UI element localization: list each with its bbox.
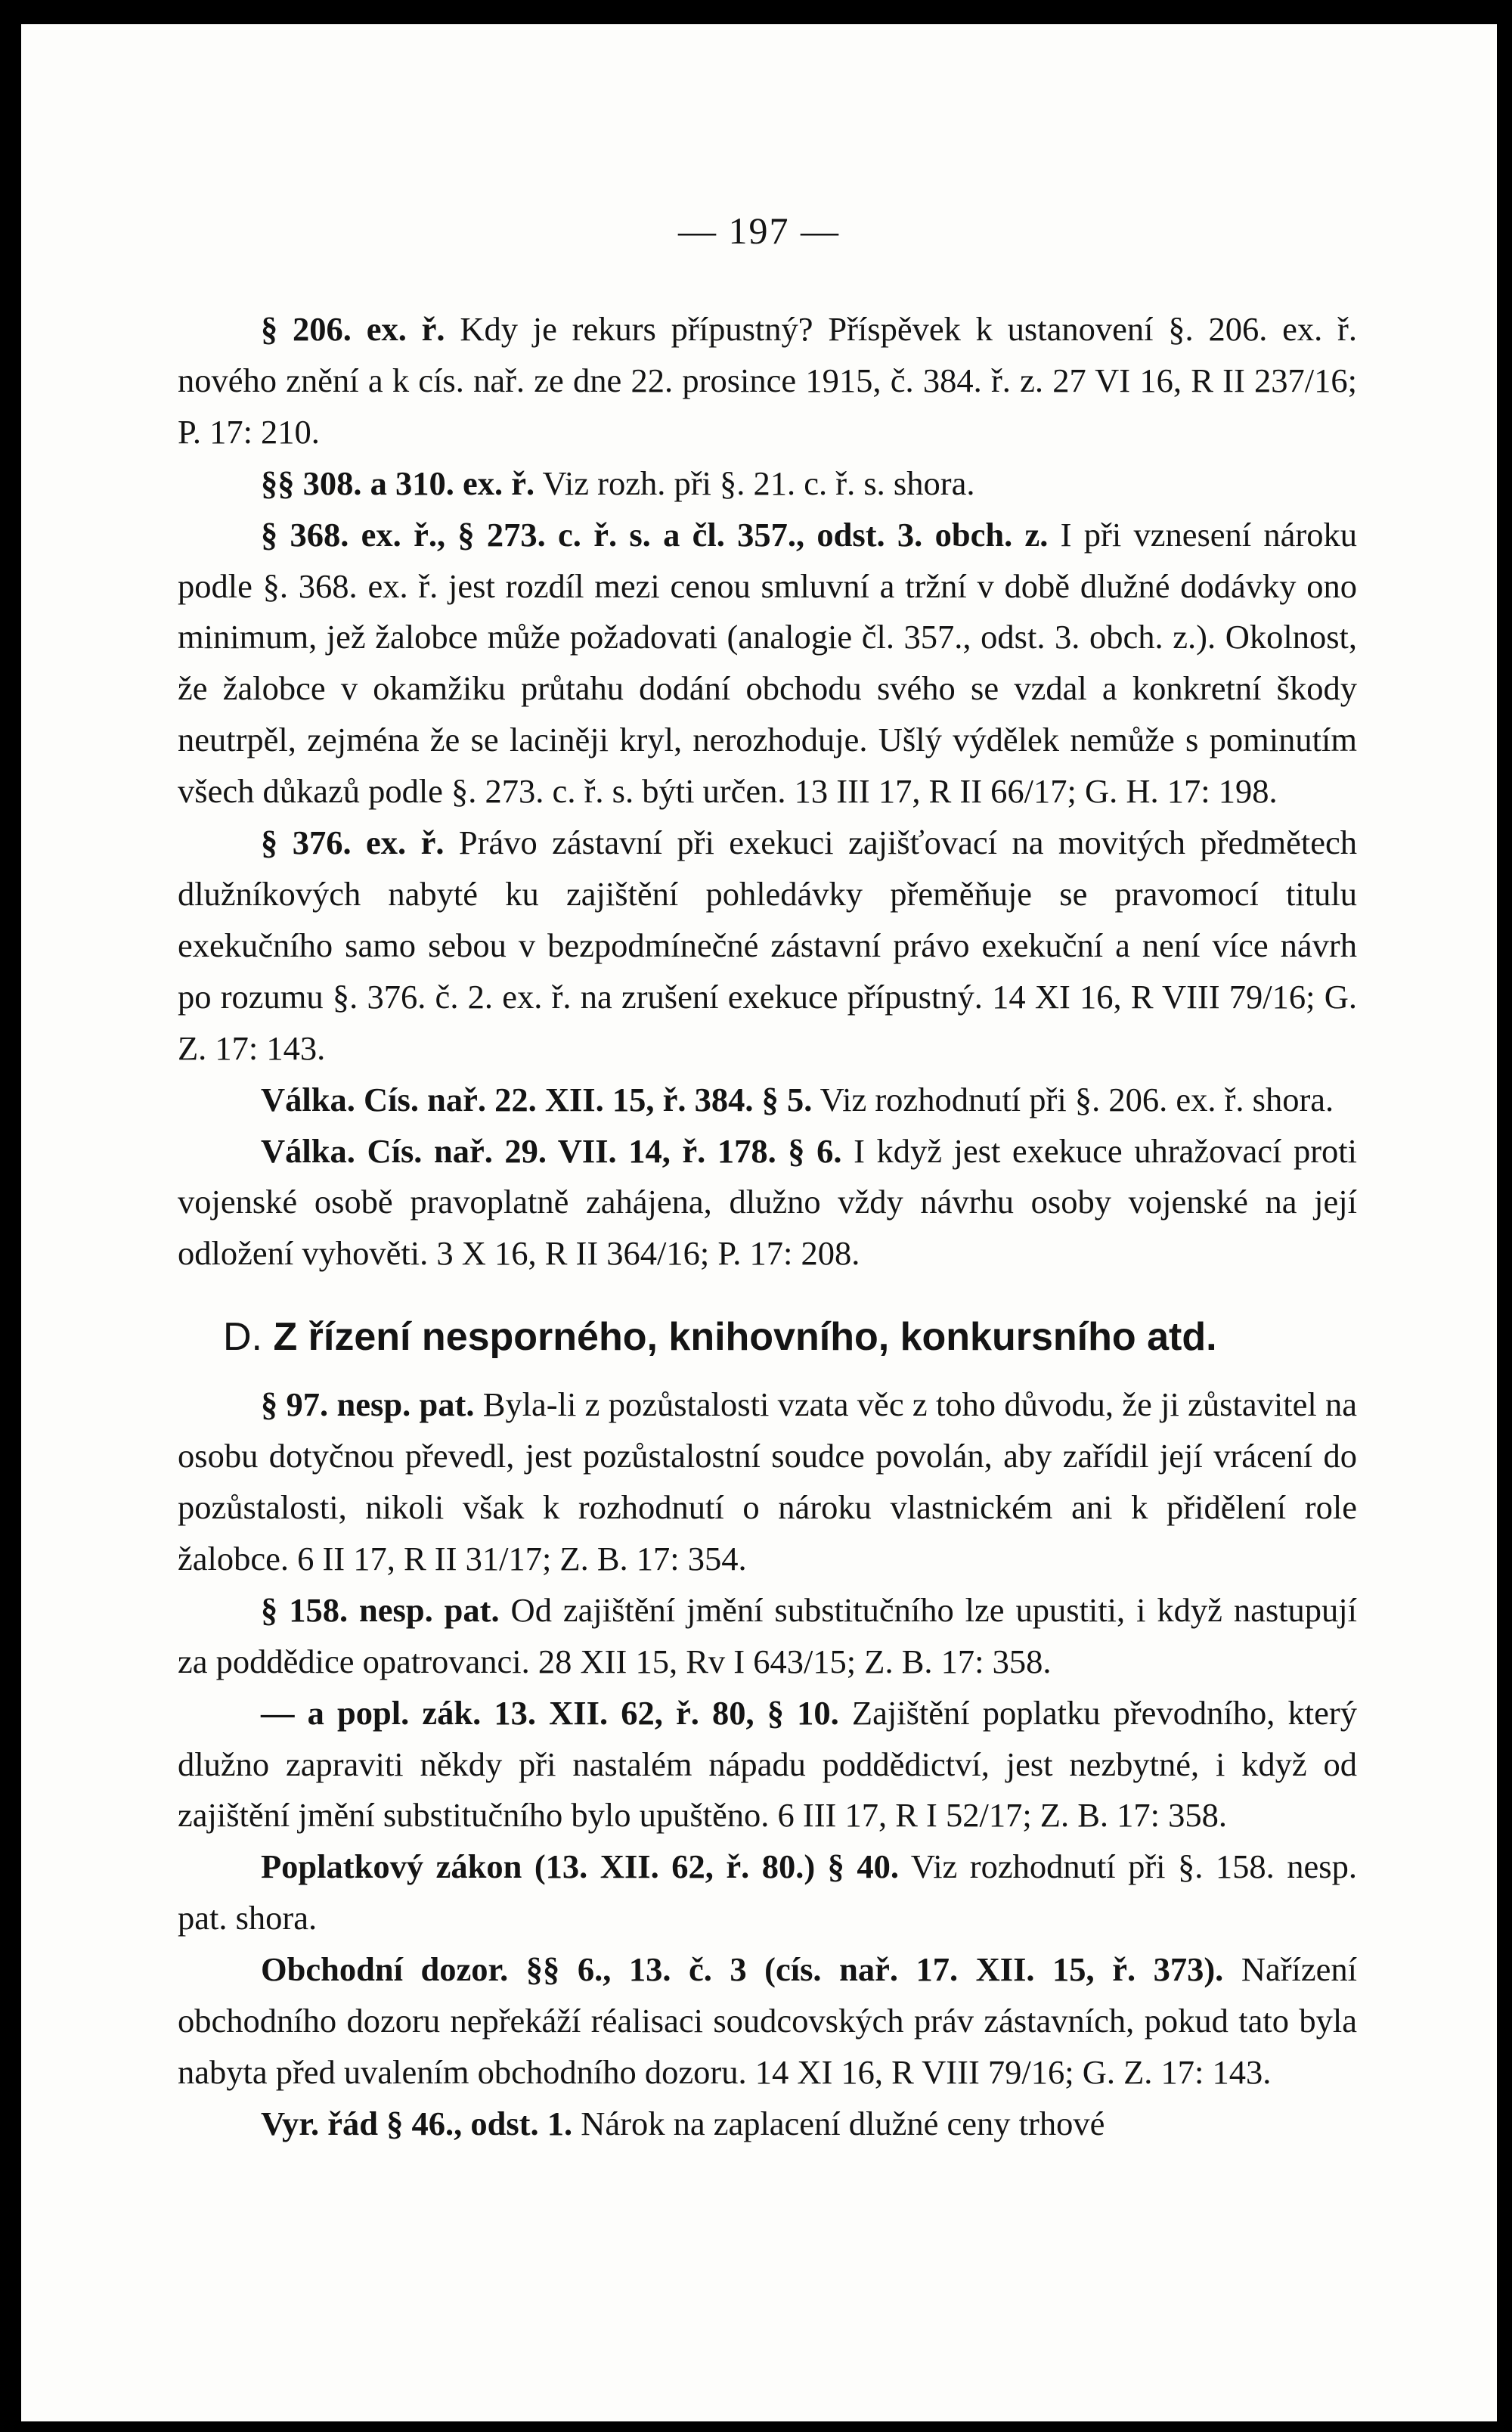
entry-paragraph (178, 1075, 1357, 1126)
entry-paragraph (178, 1688, 1357, 1842)
entry-text: I při vznesení nároku podle §. 368. ex. ř. jest rozdíl mezi cenou smluvní a tržní v době dlužné dodávky ono minimum, jež žalobce může požadovati (analogie čl. 357., odst. 3. obch. z.). Okolnost, že žalobce v okamžiku průtahu dodání obchodu svého se vzdal a konkretní škody neutrpěl, zejména že se laciněji kryl, nerozhoduje. Ušlý výdělek nemůže s pominutím všech důkazů podle §. 273. c. ř. s. býti určen. 13 III 17, R II 66/17; G. H. 17: 198. (178, 515, 1357, 811)
book-page (21, 24, 1497, 2421)
entry-text: Nárok na zaplacení dlužné ceny trhové (572, 2104, 1105, 2142)
entry-paragraph (178, 2099, 1357, 2150)
entry-citation: Obchodní dozor. §§ 6., 13. č. 3 (cís. nař. 17. XII. 15, ř. 373). (261, 1950, 1224, 1989)
entry-citation: Vyr. řád § 46., odst. 1. (261, 2104, 573, 2142)
entry-citation: §§ 308. a 310. ex. ř. (261, 464, 535, 502)
entry-citation: § 368. ex. ř., § 273. c. ř. s. a čl. 357., odst. 3. obch. z. (261, 515, 1049, 554)
entry-paragraph (178, 458, 1357, 510)
entry-paragraph (178, 1126, 1357, 1280)
entry-citation: Poplatkový zákon (13. XII. 62, ř. 80.) § 40. (261, 1847, 900, 1886)
entry-text: Viz rozhodnutí při §. 158. nesp. pat. shora. (178, 1847, 1357, 1937)
entry-text: Viz rozhodnutí při §. 206. ex. ř. shora. (812, 1080, 1334, 1118)
entry-paragraph (178, 1841, 1357, 1944)
entry-citation: Válka. Cís. nař. 22. XII. 15, ř. 384. § 5. (261, 1080, 813, 1118)
entry-citation: Válka. Cís. nař. 29. VII. 14, ř. 178. § 6. (261, 1131, 842, 1170)
page-body (178, 304, 1357, 2150)
entry-text: Viz rozh. při §. 21. c. ř. s. shora. (534, 464, 975, 502)
page-number: — 197 — (678, 209, 840, 252)
entry-text: Právo zástavní při exekuci zajišťovací na movitých předmětech dlužníkových nabyté ku zajištění pohledávky přeměňuje se pravomocí titulu exekučního samo sebou v bezpodmínečné zástavní právo exekuční a není více návrh po rozumu §. 376. č. 2. ex. ř. na zrušení exekuce přípustný. 14 XI 16, R VIII 79/16; G. Z. 17: 143. (178, 824, 1357, 1067)
entry-text: Nařízení obchodního dozoru nepřekáží réalisaci soudcovských práv zástavních, pokud tato byla nabyta před uvalením obchodního dozoru. 14 XI 16, R VIII 79/16; G. Z. 17: 143. (178, 1950, 1358, 2091)
entry-text: I když jest exekuce uhražovací proti vojenské osobě pravoplatně zahájena, dlužno vždy návrhu osoby vojenské na její odložení vyhověti. 3 X 16, R II 364/16; P. 17: 208. (178, 1131, 1357, 1273)
entry-text: Kdy je rekurs přípustný? Příspěvek k ustanovení §. 206. ex. ř. nového znění a k cís. nař. ze dne 22. prosince 1915, č. 384. ř. z. 27 VI 16, R II 237/16; P. 17: 210. (178, 310, 1357, 451)
entry-citation: § 158. nesp. pat. (261, 1590, 500, 1629)
entry-paragraph (178, 1379, 1357, 1585)
entry-citation: § 206. ex. ř. (261, 310, 445, 348)
entry-text: Zajištění poplatku převodního, který dlužno zapraviti někdy při nastalém nápadu poddědictví, jest nezbytné, i když od zajištění jmění substitučního bylo upuštěno. 6 III 17, R I 52/17; Z. B. 17: 358. (178, 1693, 1357, 1835)
section-heading (178, 1313, 1357, 1361)
entry-paragraph (178, 817, 1357, 1075)
entry-text: Byla-li z pozůstalosti vzata věc z toho důvodu, že ji zůstavitel na osobu dotyčnou převedl, jest pozůstalostní soudce povolán, aby zařídil její vrácení do pozůstalosti, nikoli však k rozhodnutí o nároku vlastnickém ani k přidělení role žalobce. 6 II 17, R II 31/17; Z. B. 17: 354. (178, 1385, 1357, 1577)
entry-citation: § 97. nesp. pat. (261, 1385, 475, 1424)
section-title: Z řízení nesporného, knihovního, konkursního atd. (273, 1315, 1217, 1360)
entry-citation: — a popl. zák. 13. XII. 62, ř. 80, § 10. (261, 1693, 839, 1732)
entry-paragraph (178, 304, 1357, 458)
section-letter: D. (223, 1315, 262, 1360)
entry-citation: § 376. ex. ř. (261, 824, 445, 862)
entry-paragraph (178, 510, 1357, 817)
entry-paragraph (178, 1944, 1357, 2099)
entry-text: Od zajištění jmění substitučního lze upustiti, i když nastupují za poddědice opatrovanci. 28 XII 15, Rv I 643/15; Z. B. 17: 358. (178, 1590, 1357, 1680)
entry-paragraph (178, 1585, 1357, 1688)
